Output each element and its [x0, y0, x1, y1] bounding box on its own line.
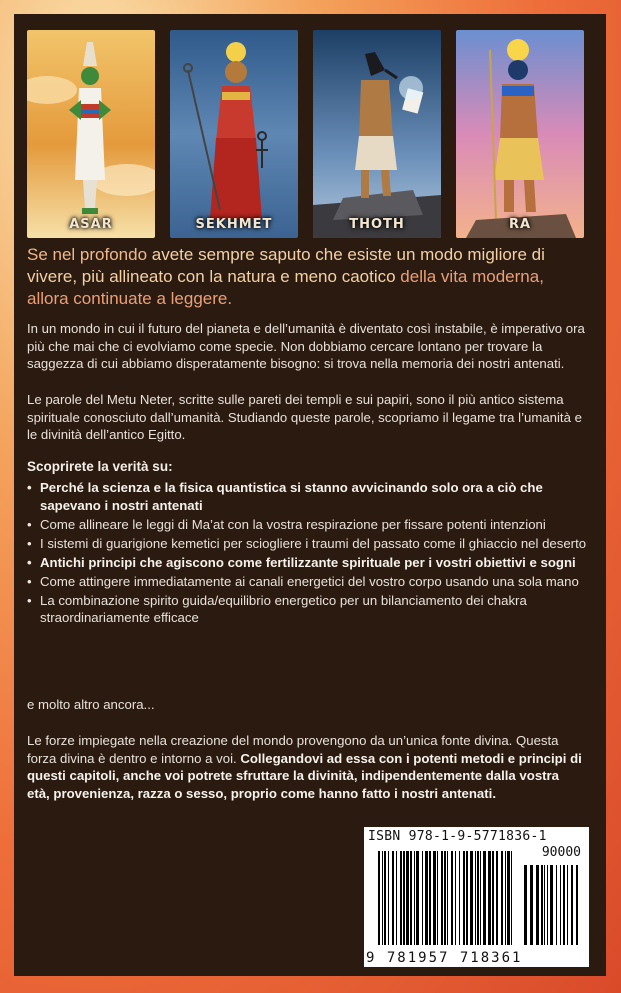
deity-card-ra [456, 30, 584, 238]
price-code: 90000 [541, 845, 581, 860]
list-item: • La combinazione spirito guida/equilibrio energetico per un bilanciamento dei chakra straordinariamente efficace [27, 592, 587, 627]
list-item: • Antichi principi che agiscono come fertilizzante spirituale per i vostri obiettivi e sogni [27, 554, 587, 572]
barcode-bars [364, 827, 589, 967]
barcode-number: 9 781957 718361 [366, 950, 523, 966]
sekhmet-illustration [170, 30, 298, 238]
benefits-list [27, 479, 587, 628]
deity-card-asar [27, 30, 155, 238]
deity-card-thoth [313, 30, 441, 238]
thoth-illustration [313, 30, 441, 238]
deity-card-sekhmet [170, 30, 298, 238]
isbn-barcode [364, 827, 589, 967]
list-item: • Come allineare le leggi di Ma’at con la vostra respirazione per fissare potenti intenzioni [27, 516, 587, 534]
card-title: RA [508, 217, 532, 232]
closing-paragraph: Le forze impiegate nella creazione del mondo provengono da un’unica fonte divina. Questa forza divina è dentro e intorno a voi. Collegandovi ad essa con i potenti metodi e principi di questi capitoli, anche voi potrete sfruttare la divinità, indipendentemente dalla vostra età, provenienza, razza o sesso, proprio come hanno fatto i nostri antenati. [27, 733, 582, 801]
list-item: • I sistemi di guarigione kemetici per sciogliere i traumi del passato come il ghiaccio nel deserto [27, 535, 587, 553]
card-title: THOTH [349, 217, 405, 232]
isbn-text: ISBN 978-1-9-5771836-1 [368, 829, 547, 844]
card-title: ASAR [69, 217, 113, 232]
paragraph-world: In un mondo in cui il futuro del pianeta e dell’umanità è diventato così instabile, è imperativo ora più che mai che ci evolviamo come specie. Non dobbiamo cercare lontano per trovare la saggezza di cui abbiamo disperatamente bisogno: si trova nella memoria dei nostri antenati. [27, 321, 585, 371]
list-heading: Scoprirete la verità su: [27, 459, 173, 474]
paragraph-metu-neter: Le parole del Metu Neter, scritte sulle pareti dei templi e sui papiri, sono il più antico sistema spirituale conosciuto dall’umanità. Studiando queste parole, scopriamo il legame tra l’umanità e le divinità dell’antico Egitto. [27, 392, 582, 442]
list-item: • Perché la scienza e la fisica quantistica si stanno avvicinando solo ora a ciò che sapevano i nostri antenati [27, 479, 587, 514]
intro-tagline: Se nel profondo avete sempre saputo che esiste un modo migliore di vivere, più allineato con la natura e meno caotico della vita moderna, allora continuate a leggere. [27, 245, 545, 308]
more-text: e molto altro ancora... [27, 697, 155, 712]
ra-illustration [456, 30, 584, 238]
list-item: • Come attingere immediatamente ai canali energetici del vostro corpo usando una sola mano [27, 573, 587, 591]
asar-illustration [27, 30, 155, 238]
card-title: SEKHMET [195, 217, 273, 232]
